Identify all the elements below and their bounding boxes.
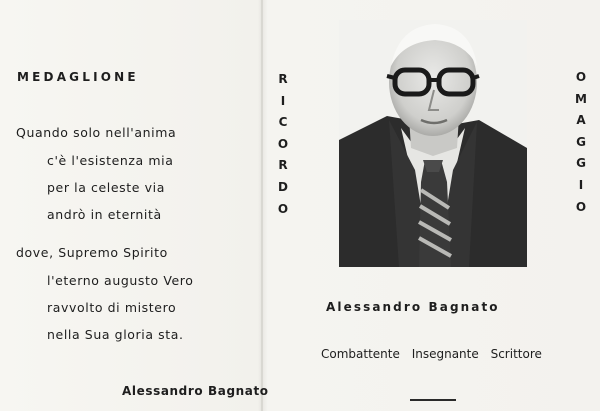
person-name: Alessandro Bagnato bbox=[326, 300, 500, 314]
vertical-letter: R bbox=[278, 158, 288, 173]
poem-line: nella Sua gloria sta. bbox=[47, 327, 184, 342]
vertical-letter: O bbox=[575, 70, 587, 84]
vertical-letter: I bbox=[280, 93, 286, 108]
poem-line: l'eterno augusto Vero bbox=[47, 273, 194, 288]
portrait-photo bbox=[339, 20, 527, 267]
role-label: Insegnante bbox=[411, 347, 479, 361]
poem-line: Quando solo nell'anima bbox=[16, 125, 177, 140]
poem-line: dove, Supremo Spirito bbox=[16, 245, 168, 260]
vertical-letter: R bbox=[278, 72, 288, 86]
vertical-word-omaggio bbox=[573, 67, 589, 218]
vertical-word-ricordo bbox=[275, 69, 291, 220]
fold-line bbox=[261, 0, 263, 411]
vertical-letter: G bbox=[576, 134, 586, 149]
vertical-letter: D bbox=[278, 179, 288, 194]
bottom-rule bbox=[410, 399, 456, 401]
vertical-letter: A bbox=[576, 113, 586, 128]
poem-title: MEDAGLIONE bbox=[17, 70, 139, 84]
vertical-letter: O bbox=[277, 201, 289, 216]
vertical-letter: O bbox=[575, 199, 587, 214]
role-label: Scrittore bbox=[490, 347, 542, 361]
poem-line: ravvolto di mistero bbox=[47, 300, 177, 315]
poem-line: c'è l'esistenza mia bbox=[47, 153, 174, 168]
roles-line bbox=[321, 347, 542, 361]
vertical-letter: G bbox=[576, 156, 586, 171]
vertical-letter: O bbox=[277, 136, 289, 151]
poem-line: andrò in eternità bbox=[47, 207, 162, 222]
vertical-letter: C bbox=[278, 115, 288, 130]
poem-line: per la celeste via bbox=[47, 180, 165, 195]
vertical-letter: I bbox=[578, 177, 584, 192]
poem-author: Alessandro Bagnato bbox=[122, 384, 269, 398]
vertical-letter: M bbox=[575, 91, 587, 106]
role-label: Combattente bbox=[321, 347, 400, 361]
